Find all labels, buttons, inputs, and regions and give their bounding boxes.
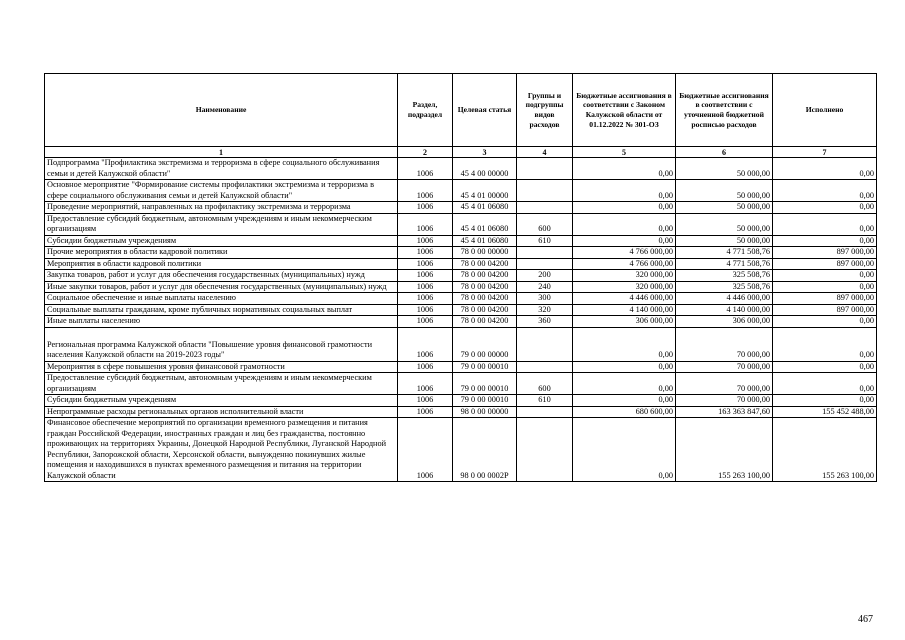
row-section-cell: 1006 (398, 373, 453, 395)
column-number: 2 (398, 147, 453, 158)
table-row (45, 235, 877, 247)
row-group-cell: 240 (517, 281, 573, 293)
row-section-cell: 1006 (398, 406, 453, 418)
col-header-section: Раздел, подраздел (398, 74, 453, 147)
row-executed-cell: 0,00 (773, 316, 877, 328)
row-budget-revised-cell: 4 771 508,76 (676, 247, 773, 259)
row-name-cell: Иные закупки товаров, работ и услуг для обеспечения государственных (муниципальных) нужд (45, 281, 398, 293)
row-budget-law-cell: 306 000,00 (573, 316, 676, 328)
col-header-name: Наименование (45, 74, 398, 147)
row-executed-cell: 0,00 (773, 202, 877, 214)
row-budget-revised-cell: 70 000,00 (676, 395, 773, 407)
row-group-cell (517, 327, 573, 361)
col-header-executed: Исполнено (773, 74, 877, 147)
row-executed-cell: 0,00 (773, 395, 877, 407)
row-target-cell: 78 0 00 04200 (453, 316, 517, 328)
table-row (45, 281, 877, 293)
row-executed-cell: 897 000,00 (773, 258, 877, 270)
row-budget-law-cell: 4 766 000,00 (573, 258, 676, 270)
row-name-cell: Закупка товаров, работ и услуг для обеспечения государственных (муниципальных) нужд (45, 270, 398, 282)
row-executed-cell: 897 000,00 (773, 247, 877, 259)
table-row (45, 361, 877, 373)
row-budget-law-cell: 0,00 (573, 373, 676, 395)
row-budget-revised-cell: 4 771 508,76 (676, 258, 773, 270)
row-budget-revised-cell: 155 263 100,00 (676, 418, 773, 482)
column-number: 4 (517, 147, 573, 158)
row-budget-law-cell: 0,00 (573, 361, 676, 373)
row-target-cell: 98 0 00 00000 (453, 406, 517, 418)
row-budget-law-cell: 0,00 (573, 213, 676, 235)
row-name-cell: Региональная программа Калужской области "Повышение уровня финансовой грамотности населения Калужской области на 2019-2023 годы" (45, 327, 398, 361)
row-section-cell: 1006 (398, 316, 453, 328)
row-name-cell: Предоставление субсидий бюджетным, автономным учреждениям и иным некоммерческим организациям (45, 373, 398, 395)
row-budget-law-cell: 680 600,00 (573, 406, 676, 418)
row-target-cell: 79 0 00 00010 (453, 361, 517, 373)
row-target-cell: 98 0 00 0002Р (453, 418, 517, 482)
row-group-cell: 200 (517, 270, 573, 282)
row-group-cell (517, 180, 573, 202)
row-name-cell: Социальное обеспечение и иные выплаты населению (45, 293, 398, 305)
row-group-cell (517, 258, 573, 270)
row-budget-revised-cell: 163 363 847,60 (676, 406, 773, 418)
row-executed-cell: 0,00 (773, 281, 877, 293)
col-header-groups: Группы и подгруппы видов расходов (517, 74, 573, 147)
row-section-cell: 1006 (398, 395, 453, 407)
row-budget-revised-cell: 50 000,00 (676, 158, 773, 180)
row-target-cell: 78 0 00 04200 (453, 281, 517, 293)
row-group-cell (517, 361, 573, 373)
row-name-cell: Мероприятия в области кадровой политики (45, 258, 398, 270)
row-executed-cell: 897 000,00 (773, 304, 877, 316)
table-row (45, 180, 877, 202)
row-group-cell: 360 (517, 316, 573, 328)
row-section-cell: 1006 (398, 327, 453, 361)
row-budget-revised-cell: 325 508,76 (676, 270, 773, 282)
row-executed-cell: 0,00 (773, 270, 877, 282)
table-row (45, 270, 877, 282)
row-group-cell: 610 (517, 395, 573, 407)
row-target-cell: 79 0 00 00010 (453, 395, 517, 407)
table-body (45, 158, 877, 482)
column-numbers-row (45, 147, 877, 158)
row-section-cell: 1006 (398, 418, 453, 482)
table-row (45, 158, 877, 180)
row-executed-cell: 0,00 (773, 361, 877, 373)
row-target-cell: 78 0 00 00000 (453, 247, 517, 259)
row-group-cell (517, 202, 573, 214)
table-row (45, 418, 877, 482)
row-target-cell: 79 0 00 00000 (453, 327, 517, 361)
row-executed-cell: 155 263 100,00 (773, 418, 877, 482)
row-budget-revised-cell: 50 000,00 (676, 213, 773, 235)
row-group-cell: 300 (517, 293, 573, 305)
row-executed-cell: 0,00 (773, 235, 877, 247)
row-name-cell: Подпрограмма "Профилактика экстремизма и терроризма в сфере социального обслуживания семьи и детей Калужской области" (45, 158, 398, 180)
table-row (45, 406, 877, 418)
row-group-cell (517, 418, 573, 482)
row-group-cell: 600 (517, 213, 573, 235)
table-row (45, 247, 877, 259)
row-executed-cell: 0,00 (773, 327, 877, 361)
row-budget-law-cell: 320 000,00 (573, 281, 676, 293)
row-budget-revised-cell: 50 000,00 (676, 235, 773, 247)
table-row (45, 293, 877, 305)
row-budget-law-cell: 320 000,00 (573, 270, 676, 282)
table-row (45, 316, 877, 328)
row-name-cell: Финансовое обеспечение мероприятий по организации временного размещения и питания граждан Российской Федерации, иностранных граждан и лиц без гражданства, постоянно проживающих на территориях Украины, Донецкой Народной Республики, Луганской Народной Республики, Запорожской области, Херсонской области, вынужденно покинувших жилые помещения и находившихся в пунктах временного размещения и питания на территории Калужской области (45, 418, 398, 482)
row-executed-cell: 0,00 (773, 213, 877, 235)
column-number: 5 (573, 147, 676, 158)
row-section-cell: 1006 (398, 361, 453, 373)
row-budget-revised-cell: 50 000,00 (676, 180, 773, 202)
row-group-cell (517, 158, 573, 180)
row-budget-law-cell: 0,00 (573, 418, 676, 482)
table-row (45, 327, 877, 361)
row-section-cell: 1006 (398, 270, 453, 282)
row-name-cell: Непрограммные расходы региональных органов исполнительной власти (45, 406, 398, 418)
column-number: 6 (676, 147, 773, 158)
table-row (45, 395, 877, 407)
row-target-cell: 45 4 01 06080 (453, 235, 517, 247)
budget-table (44, 73, 877, 482)
row-budget-law-cell: 0,00 (573, 395, 676, 407)
row-target-cell: 79 0 00 00010 (453, 373, 517, 395)
table-row (45, 213, 877, 235)
row-budget-law-cell: 0,00 (573, 158, 676, 180)
row-name-cell: Прочие мероприятия в области кадровой политики (45, 247, 398, 259)
table-row (45, 202, 877, 214)
row-section-cell: 1006 (398, 202, 453, 214)
column-number: 7 (773, 147, 877, 158)
row-section-cell: 1006 (398, 293, 453, 305)
row-name-cell: Предоставление субсидий бюджетным, автономным учреждениям и иным некоммерческим организациям (45, 213, 398, 235)
row-budget-law-cell: 0,00 (573, 327, 676, 361)
row-section-cell: 1006 (398, 158, 453, 180)
row-budget-revised-cell: 70 000,00 (676, 373, 773, 395)
row-name-cell: Субсидии бюджетным учреждениям (45, 395, 398, 407)
col-header-target: Целевая статья (453, 74, 517, 147)
row-group-cell (517, 247, 573, 259)
row-budget-revised-cell: 70 000,00 (676, 361, 773, 373)
row-executed-cell: 155 452 488,00 (773, 406, 877, 418)
row-budget-revised-cell: 70 000,00 (676, 327, 773, 361)
row-name-cell: Проведение мероприятий, направленных на профилактику экстремизма и терроризма (45, 202, 398, 214)
row-section-cell: 1006 (398, 247, 453, 259)
row-budget-revised-cell: 306 000,00 (676, 316, 773, 328)
row-target-cell: 78 0 00 04200 (453, 270, 517, 282)
row-target-cell: 45 4 01 06080 (453, 202, 517, 214)
table-row (45, 304, 877, 316)
row-budget-revised-cell: 50 000,00 (676, 202, 773, 214)
row-budget-revised-cell: 325 508,76 (676, 281, 773, 293)
row-section-cell: 1006 (398, 258, 453, 270)
row-budget-law-cell: 0,00 (573, 202, 676, 214)
col-header-budget-law: Бюджетные ассигнования в соответствии с Законом Калужской области от 01.12.2022 № 301-ОЗ (573, 74, 676, 147)
row-name-cell: Социальные выплаты гражданам, кроме публичных нормативных социальных выплат (45, 304, 398, 316)
row-target-cell: 78 0 00 04200 (453, 304, 517, 316)
row-group-cell: 600 (517, 373, 573, 395)
row-executed-cell: 897 000,00 (773, 293, 877, 305)
row-section-cell: 1006 (398, 281, 453, 293)
col-header-budget-revised: Бюджетные ассигнования в соответствии с уточненной бюджетной росписью расходов (676, 74, 773, 147)
row-section-cell: 1006 (398, 304, 453, 316)
row-target-cell: 78 0 00 04200 (453, 293, 517, 305)
row-group-cell: 610 (517, 235, 573, 247)
row-executed-cell: 0,00 (773, 373, 877, 395)
row-group-cell (517, 406, 573, 418)
row-target-cell: 45 4 01 00000 (453, 180, 517, 202)
row-name-cell: Иные выплаты населению (45, 316, 398, 328)
row-budget-law-cell: 0,00 (573, 180, 676, 202)
row-budget-law-cell: 4 766 000,00 (573, 247, 676, 259)
row-name-cell: Мероприятия в сфере повышения уровня финансовой грамотности (45, 361, 398, 373)
row-budget-law-cell: 4 446 000,00 (573, 293, 676, 305)
row-executed-cell: 0,00 (773, 180, 877, 202)
table-header (45, 74, 877, 158)
column-number: 3 (453, 147, 517, 158)
table-row (45, 373, 877, 395)
row-budget-law-cell: 4 140 000,00 (573, 304, 676, 316)
row-section-cell: 1006 (398, 180, 453, 202)
row-budget-revised-cell: 4 140 000,00 (676, 304, 773, 316)
column-number: 1 (45, 147, 398, 158)
row-name-cell: Основное мероприятие "Формирование системы профилактики экстремизма и терроризма в сфере социального обслуживания семьи и детей Калужской области" (45, 180, 398, 202)
row-target-cell: 78 0 00 04200 (453, 258, 517, 270)
row-section-cell: 1006 (398, 235, 453, 247)
row-executed-cell: 0,00 (773, 158, 877, 180)
row-target-cell: 45 4 00 00000 (453, 158, 517, 180)
row-budget-revised-cell: 4 446 000,00 (676, 293, 773, 305)
row-section-cell: 1006 (398, 213, 453, 235)
page-number: 467 (858, 614, 873, 625)
row-budget-law-cell: 0,00 (573, 235, 676, 247)
row-group-cell: 320 (517, 304, 573, 316)
row-target-cell: 45 4 01 06080 (453, 213, 517, 235)
table-row (45, 258, 877, 270)
row-name-cell: Субсидии бюджетным учреждениям (45, 235, 398, 247)
